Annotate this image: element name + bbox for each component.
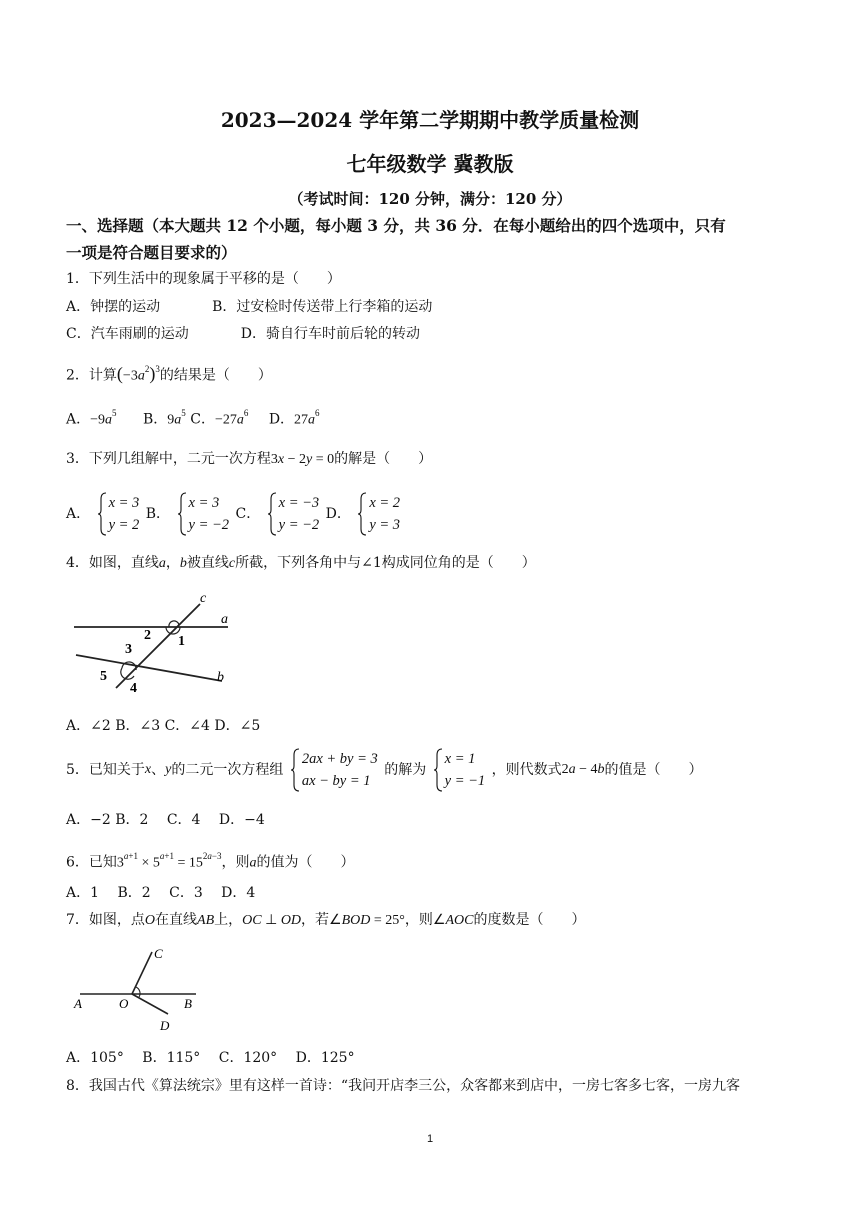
- q7-label-c: C: [154, 946, 163, 961]
- q4-stem: 4．如图，直线a，b被直线c所截，下列各角中与∠1构成同位角的是（ ）: [66, 555, 536, 571]
- q6-suffix: 的值为（ ）: [256, 854, 355, 871]
- q1-stem: 1．下列生活中的现象属于平移的是（ ）: [66, 271, 341, 287]
- q7-mid3: ，若: [301, 912, 330, 928]
- q4-stem-c: 被直线: [186, 555, 229, 571]
- q5-stem: 5．已知关于x、y的二元一次方程组 2ax + by = 3 ax − by = 1 的解为 x = 1 y = −1 ，则代数式2a − 4b的值是（ ）: [66, 748, 703, 798]
- exam-title: 2023—2024 学年第二学期期中教学质量检测: [220, 108, 640, 132]
- q8-stem: 8．我国古代《算法统宗》里有这样一首诗：“我问开店李三公，众客都来到店中，一房七客多七客，一房九客: [66, 1078, 741, 1094]
- q3-prefix: 3．下列几组解中，二元一次方程: [66, 451, 271, 467]
- q7-label-a: A: [74, 996, 82, 1011]
- q4-label-b: b: [217, 670, 224, 685]
- q1-option-b: B．过安检时传送带上行李箱的运动: [212, 299, 433, 315]
- section-heading-line1: 一、选择题（本大题共 12 个小题，每小题 3 分，共 36 分．在每小题给出的四个选项中，只有: [66, 216, 726, 235]
- page-number: 1: [426, 1133, 434, 1145]
- q7-suffix: 的度数是（ ）: [473, 912, 586, 928]
- q3-suffix: 的解是（ ）: [334, 451, 433, 467]
- q1-option-c: C．汽车雨刷的运动: [66, 326, 189, 342]
- q7-prefix: 7．如图，点: [66, 912, 145, 928]
- q4-figure: [70, 590, 240, 700]
- q2-option-b-label: B．: [142, 411, 168, 428]
- q4-options: A．∠2 B．∠3 C．∠4 D．∠5: [66, 718, 261, 734]
- q1-options-row2: [66, 324, 420, 344]
- q2-stem: 2．计算$(-3a^2)^3$的结果是（ ）: [66, 363, 272, 384]
- q7-label-o: O: [119, 996, 129, 1011]
- exam-subtitle: 七年级数学 冀教版: [346, 152, 514, 176]
- q3-option-a-system: x = 3 y = 2: [97, 492, 140, 536]
- section-heading-line2: 一项是符合题目要求的）: [66, 243, 237, 262]
- q5-mid2: 的二元一次方程组: [171, 762, 284, 778]
- q5-equation-system: 2ax + by = 3 ax − by = 1: [290, 748, 378, 792]
- q2-options: A．$-9a^5$ B．$9a^5$ C．$-27a^6$ D．$27a^6$: [66, 408, 320, 428]
- q6-options: A．1 B．2 C．3 D．4: [66, 885, 256, 901]
- q5-options: A．−2 B．2 C．4 D．−4: [66, 812, 265, 828]
- q3-option-b-system: x = 3 y = −2: [177, 492, 230, 536]
- exam-info: （考试时间：120 分钟，满分：120 分）: [288, 190, 572, 208]
- q6-prefix: 6．已知: [66, 854, 117, 871]
- q3-option-d-system: x = 2 y = 3: [357, 492, 400, 536]
- q4-label-a: a: [221, 612, 228, 627]
- q4-label-4: 4: [130, 681, 137, 696]
- q7-mid2: 上，: [214, 912, 243, 928]
- q2-prefix: 2．计算: [66, 367, 117, 384]
- q5-mid1: 、: [151, 762, 166, 778]
- q1-option-d: D．骑自行车时前后轮的转动: [240, 326, 420, 342]
- q4-stem-b: ，: [165, 555, 180, 571]
- q5-prefix: 5．已知关于: [66, 762, 145, 778]
- q3-option-a-label: A．: [66, 506, 91, 522]
- q3-options: [66, 492, 402, 540]
- q3-option-c-system: x = −3 y = −2: [267, 492, 320, 536]
- q1-options-row1: [66, 297, 432, 317]
- q7-label-b: B: [184, 996, 192, 1011]
- q2-option-d-label: D．: [268, 411, 295, 428]
- q3-option-d-label: D．: [325, 506, 351, 522]
- q2-option-a-label: A．: [66, 411, 91, 428]
- q4-label-5: 5: [100, 669, 107, 684]
- q6-stem: 6．已知$3^{a+1} \times 5^{a+1} = 15^{2a-3}$，则a的值为（ ）: [66, 851, 355, 871]
- q5-mid3: 的解为: [384, 762, 427, 778]
- q4-label-3: 3: [125, 642, 132, 657]
- q7-mid4: ，则: [404, 912, 433, 928]
- q4-stem-d: 所截，下列各角中与∠1构成同位角的是（ ）: [235, 555, 536, 571]
- q5-suffix: 的值是（ ）: [604, 762, 703, 778]
- q7-stem: 7．如图，点O在直线AB上，OC ⊥ OD，若∠BOD = 25°，则∠AOC的度数是（ ）: [66, 912, 586, 928]
- q7-figure: [70, 940, 210, 1036]
- q4-stem-a: 4．如图，直线: [66, 555, 159, 571]
- q2-option-c-label: C．: [190, 411, 215, 428]
- q3-option-b-label: B．: [145, 506, 171, 522]
- q7-options: A．105° B．115° C．120° D．125°: [66, 1050, 355, 1066]
- q4-label-2: 2: [144, 628, 151, 643]
- q5-mid4: ，则代数式: [491, 762, 562, 778]
- q2-suffix: 的结果是（ ）: [159, 367, 272, 384]
- q5-solution-system: x = 1 y = −1: [433, 748, 486, 792]
- q7-label-d: D: [160, 1018, 170, 1033]
- q4-label-1: 1: [178, 634, 185, 649]
- q7-mid1: 在直线: [155, 912, 198, 928]
- q6-mid: ，则: [221, 854, 250, 871]
- q4-label-c: c: [200, 591, 207, 606]
- q3-stem: 3．下列几组解中，二元一次方程3x − 2y = 0的解是（ ）: [66, 451, 433, 467]
- q3-option-c-label: C．: [235, 506, 261, 522]
- q1-option-a: A．钟摆的运动: [66, 299, 161, 315]
